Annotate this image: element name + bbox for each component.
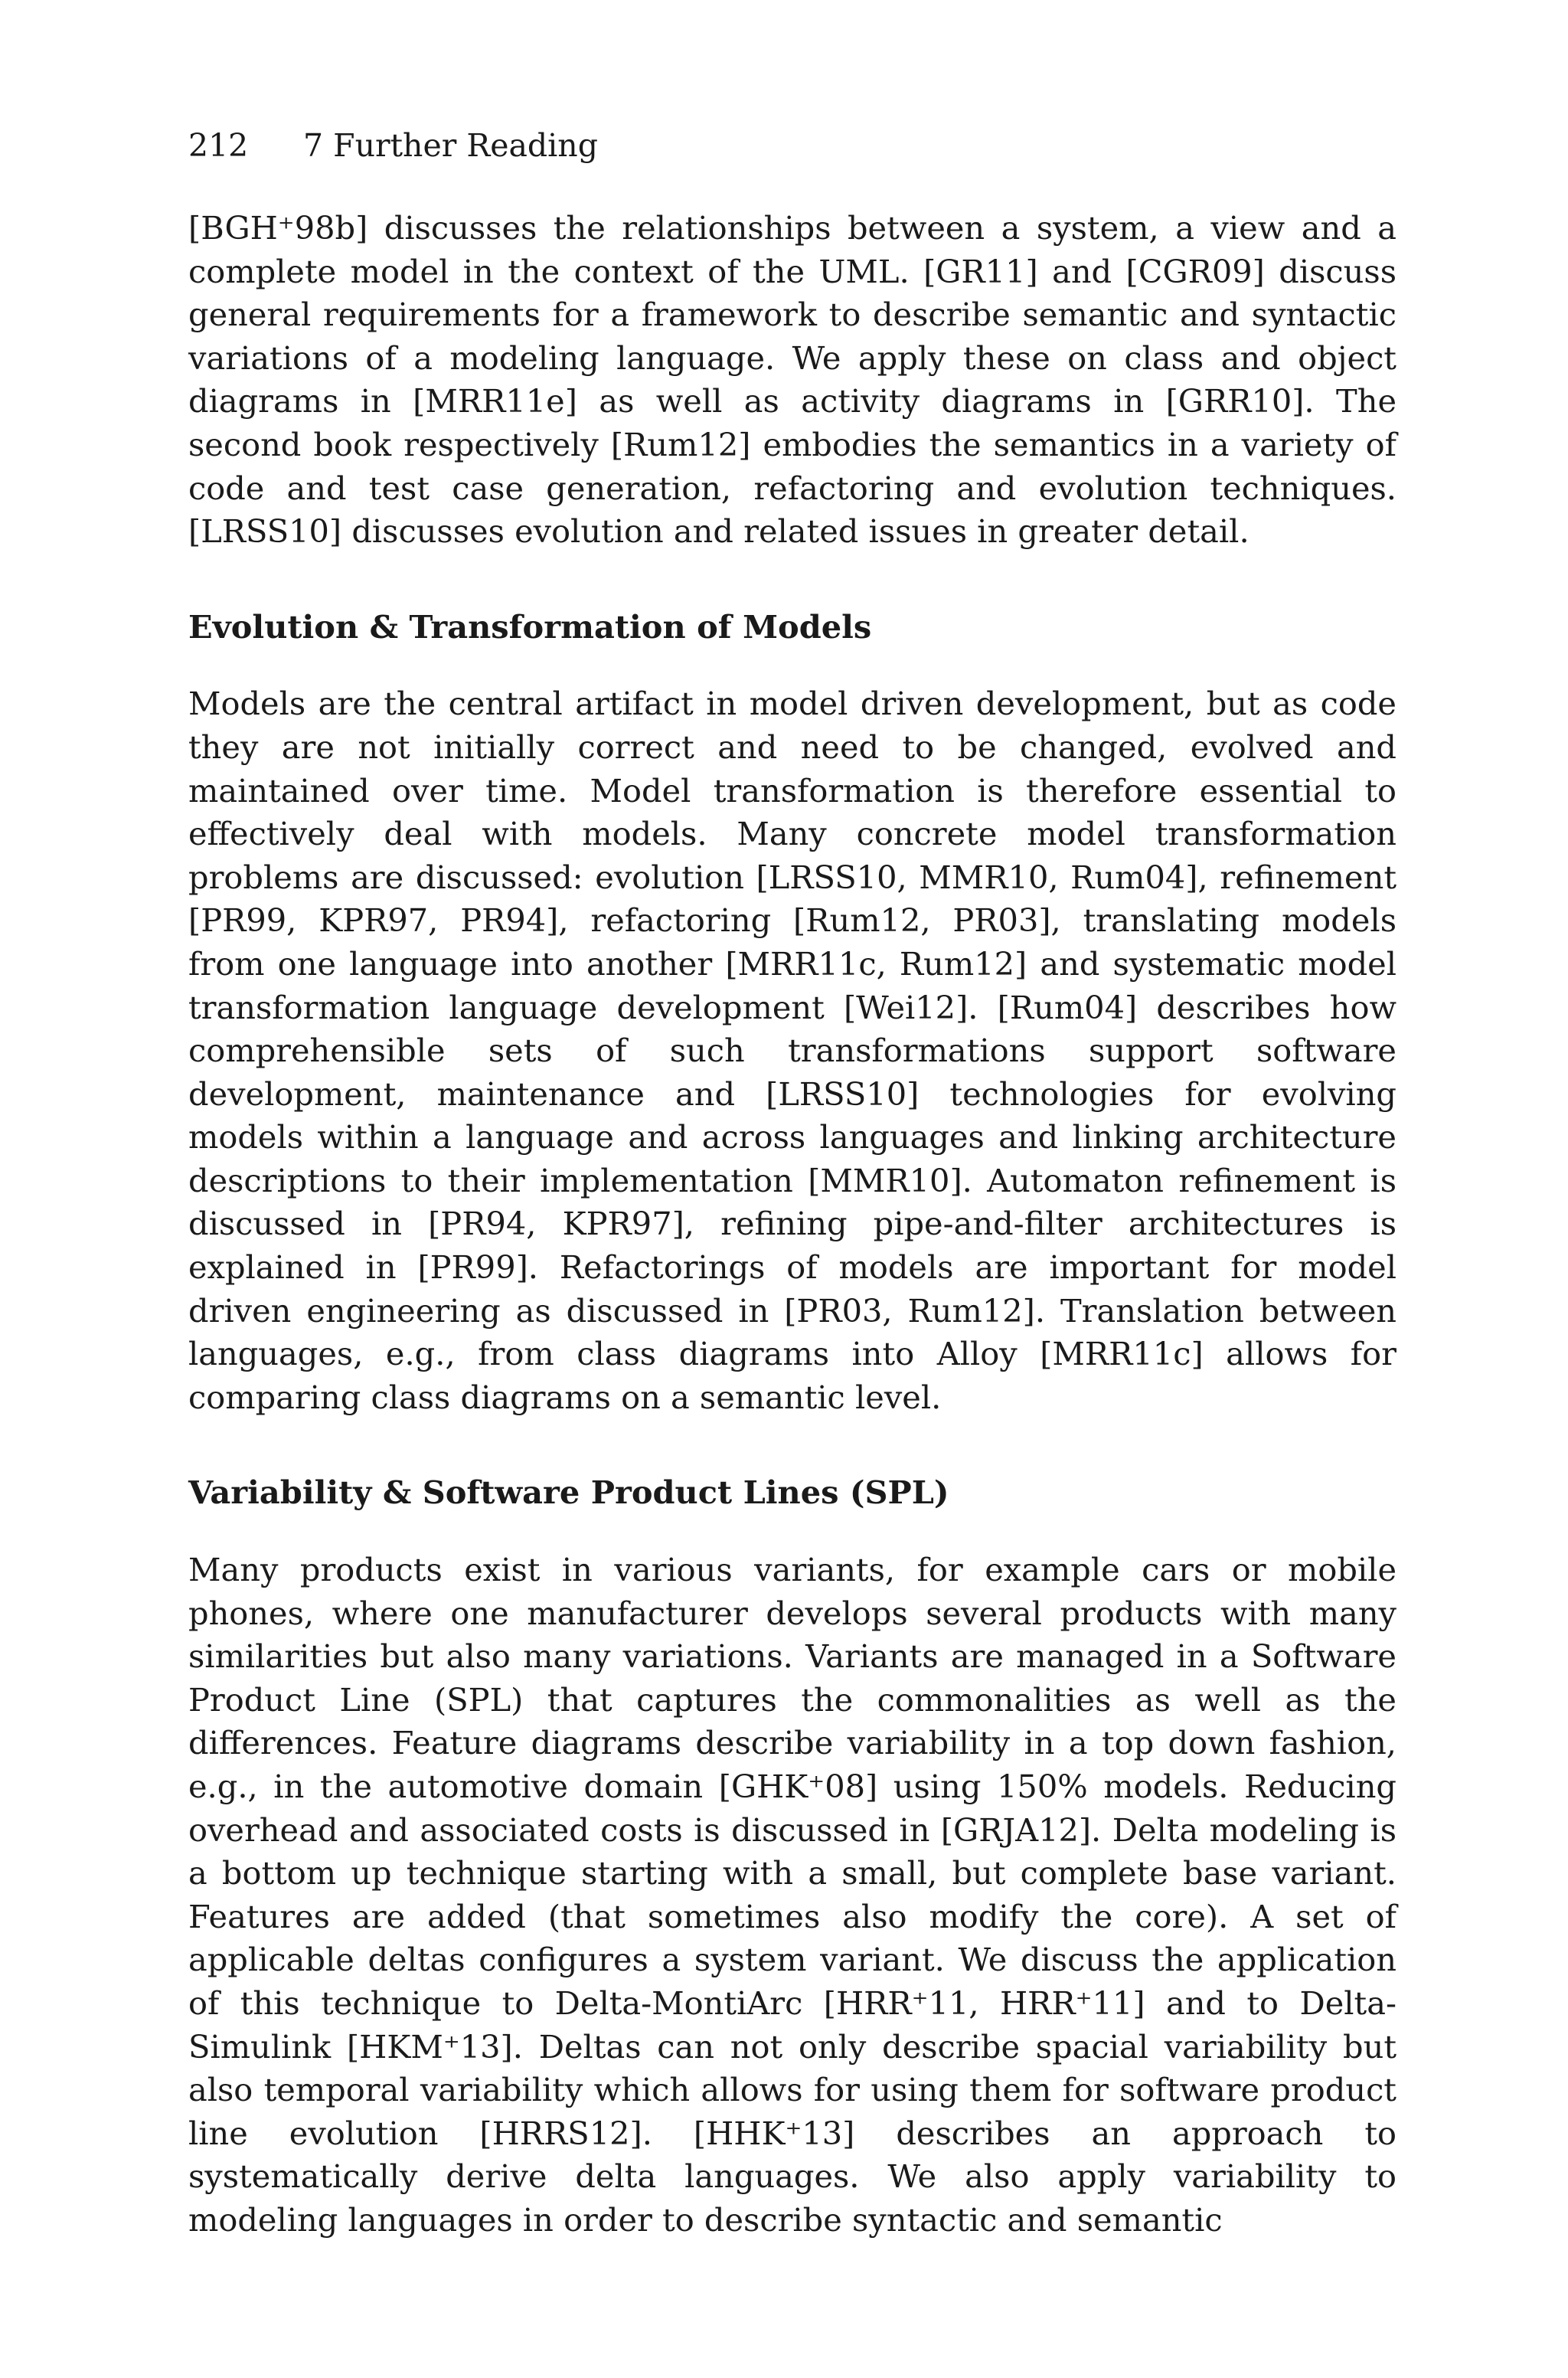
page-number: 212: [188, 127, 249, 164]
spacer: [188, 649, 1396, 682]
section-body-variability: Many products exist in various variants, for example cars or mobile phones, where one manufacturer develops several products with many similarities but also many variations. Variants are managed in a Software Product Line (SPL) that captures the commonalities as well as the differences. Feature diagrams describe variability in a top down fashion, e.g., in the automotive domain [GHK⁺08] using 150% models. Reducing overhead and associated costs is discussed in [GRJA12]. Delta modeling is a bottom up technique starting with a small, but complete base variant. Features are added (that sometimes also modify the core). A set of applicable deltas configures a system variant. We discuss the application of this technique to Delta-MontiArc [HRR⁺11, HRR⁺11] and to Delta-Simulink [HKM⁺13]. Deltas can not only describe spacial variability but also temporal variability which allows for using them for software product line evolution [HRRS12]. [HHK⁺13] describes an approach to systematically derive delta languages. We also apply variability to modeling languages in order to describe syntactic and semantic: [188, 1551, 1396, 2239]
section-heading-variability: Variability & Software Product Lines (SPL): [188, 1474, 949, 1512]
running-head: [188, 126, 1396, 165]
intro-paragraph: [BGH⁺98b] discusses the relationships between a system, a view and a complete model in the context of the UML. [GR11] and [CGR09] discuss general requirements for a framework to describe semantic and syntactic variations of a modeling language. We apply these on class and object diagrams in [MRR11e] as well as activity diagrams in [GRR10]. The second book respectively [Rum12] embodies the semantics in a variety of code and test case generation, refactoring and evolution techniques. [LRSS10] discusses evolution and related issues in greater detail.: [188, 209, 1396, 551]
spacer: [188, 1515, 1396, 1549]
chapter-title: 7 Further Reading: [303, 127, 598, 164]
spacer: [188, 554, 1396, 606]
section-body-evolution: Models are the central artifact in model driven development, but as code they are not initially correct and need to be changed, evolved and maintained over time. Model transformation is therefore essential to effectively deal with models. Many concrete model transformation problems are discussed: evolution [LRSS10, MMR10, Rum04], refinement [PR99, KPR97, PR94], refactoring [Rum12, PR03], translating models from one language into another [MRR11c, Rum12] and systematic model transformation language development [Wei12]. [Rum04] describes how comprehensible sets of such transformations support software development, maintenance and [LRSS10] technologies for evolving models within a language and across languages and linking architecture descriptions to their implementation [MMR10]. Automaton refinement is discussed in [PR94, KPR97], refining pipe-and-filter architectures is explained in [PR99]. Refactorings of models are important for model driven engineering as discussed in [PR03, Rum12]. Translation between languages, e.g., from class diagrams into Alloy [MRR11c] allows for comparing class diagrams on a semantic level.: [188, 685, 1396, 1416]
spacer: [188, 1419, 1396, 1471]
section-heading-evolution: Evolution & Transformation of Models: [188, 607, 872, 646]
book-page: [188, 126, 1396, 2242]
